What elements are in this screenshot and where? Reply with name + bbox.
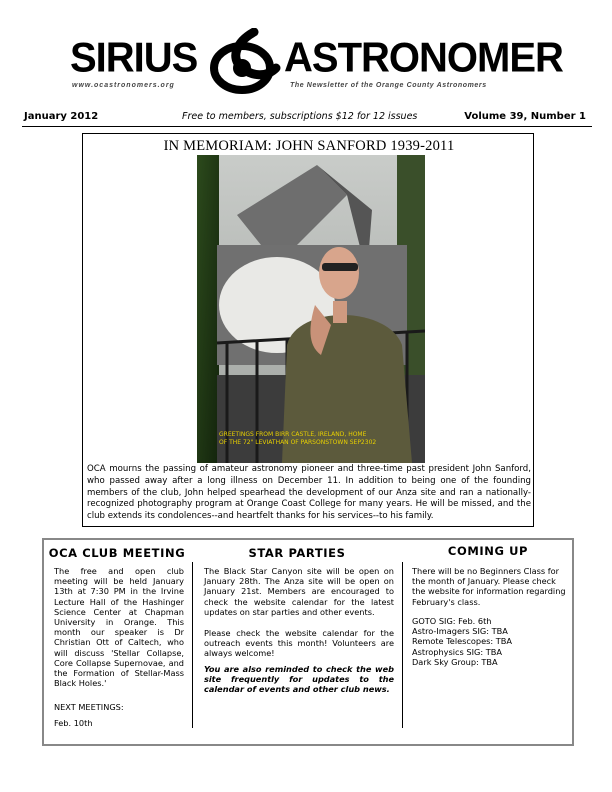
- star-parties-reminder: You are also reminded to check the web site frequently for updates to the calendar of events and other club news.: [204, 664, 394, 695]
- memoriam-box: [82, 133, 534, 527]
- memoriam-body: OCA mourns the passing of amateur astronomy pioneer and three-time past president John Sanford, who passed away after a long illness on December 11. In addition to being one of the founding members of the club, John helped spearhead the development of our Anza site and ran a nationally-recognized photography program at Orange Coast College for many years. He will be missed, and the club extends its condolences--and heartfelt thanks for his services--to his family.: [87, 464, 531, 522]
- photo-caption-line2: OF THE 72" LEVIATHAN OF PARSONSTOWN SEP2302: [219, 439, 377, 446]
- column-divider: [192, 562, 193, 728]
- subscription-price: Free to members, subscriptions $12 for 12 issues: [182, 111, 418, 122]
- coming-up-heading: COMING UP: [447, 544, 529, 558]
- sig-item: Dark Sky Group: TBA: [412, 656, 498, 667]
- sig-item: GOTO SIG: Feb. 6th: [412, 616, 492, 626]
- next-meetings-dates: Feb. 10th: [54, 718, 93, 728]
- masthead-subtitle: The Newsletter of the Orange County Astronomers: [290, 82, 487, 89]
- photo-illustration: [197, 155, 425, 463]
- club-meeting-body: The free and open club meeting will be held January 13th at 7:30 PM in the Irvine Lecture Hall of the Hashinger Science Center at Chapman University in Orange. This month our speaker is Dr Christian Ott of Caltech, who will discuss 'Stellar Collapse, Core Collapse Supernovae, and the Formation of Stellar-Mass Black Holes.': [54, 566, 184, 689]
- photo-caption-line1: GREETINGS FROM BIRR CASTLE, IRELAND, HOME: [219, 431, 367, 438]
- oca-logo-icon: [206, 28, 282, 100]
- masthead-title-astronomer: ASTRONOMER: [284, 34, 563, 82]
- sig-item: Astrophysics SIG: TBA: [412, 646, 502, 657]
- issue-date: January 2012: [24, 111, 99, 122]
- memoriam-title: IN MEMORIAM: JOHN SANFORD 1939-2011: [163, 138, 455, 154]
- sig-list: [412, 616, 566, 667]
- memoriam-photo: [197, 155, 425, 463]
- masthead-title-sirius: SIRIUS: [70, 34, 198, 82]
- next-meetings-label: NEXT MEETINGS:: [54, 702, 124, 712]
- star-parties-heading: STAR PARTIES: [248, 546, 346, 560]
- news-columns-box: [42, 538, 574, 746]
- issue-volume: Volume 39, Number 1: [464, 111, 586, 122]
- coming-up-body: There will be no Beginners Class for the month of January. Please check the website for information regarding February's class.: [412, 566, 566, 607]
- star-parties-body: The Black Star Canyon site will be open on January 28th. The Anza site will be open on January 21st. Members are encouraged to check the website calendar for the latest updates on star parties and other events.: [204, 566, 394, 617]
- club-meeting-heading: OCA CLUB MEETING: [48, 546, 186, 560]
- issue-info-bar: [22, 110, 592, 127]
- sig-item: Astro-Imagers SIG: TBA: [412, 626, 508, 637]
- masthead-url: www.ocastronomers.org: [72, 82, 175, 89]
- star-parties-calendar-note: Please check the website calendar for the outreach events this month! Volunteers are always welcome!: [204, 628, 394, 659]
- photo-caption: [219, 431, 409, 447]
- column-divider: [402, 562, 403, 728]
- sig-item: Remote Telescopes: TBA: [412, 636, 513, 647]
